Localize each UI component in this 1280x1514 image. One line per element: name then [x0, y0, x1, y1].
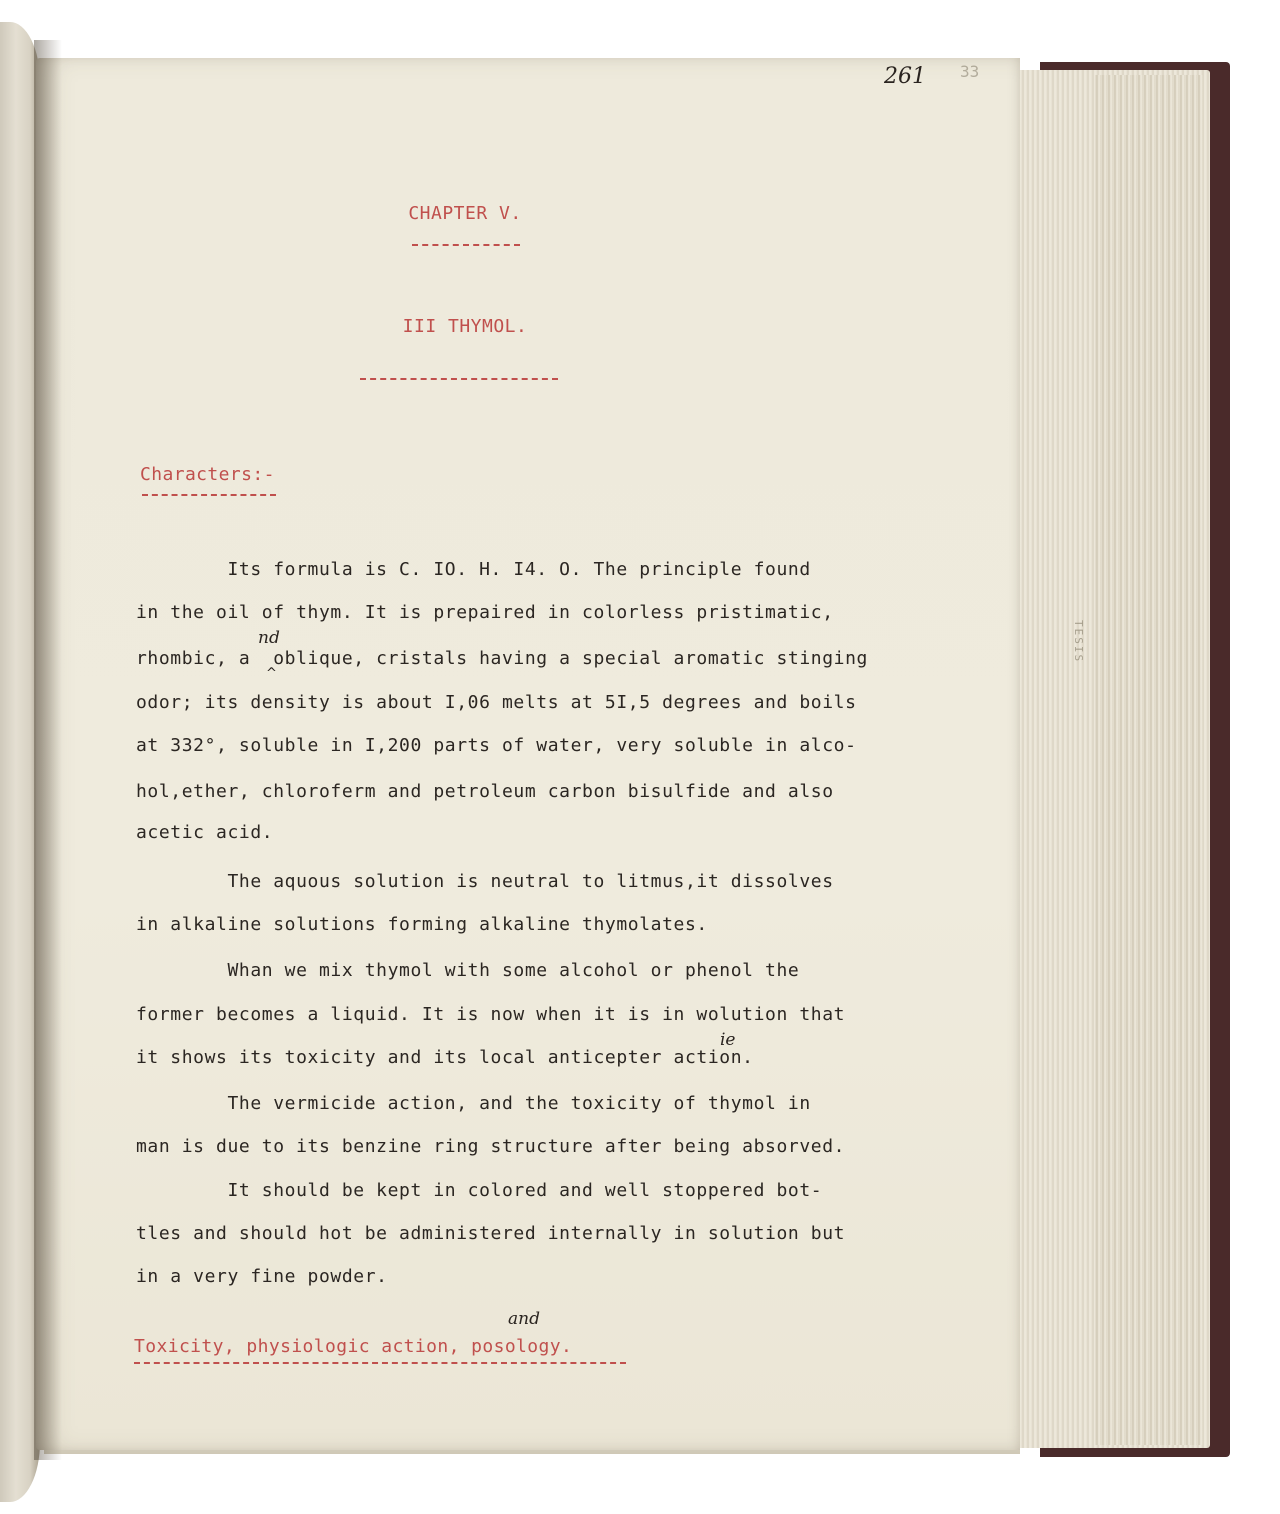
text-line: at 332°, soluble in I,200 parts of water, very soluble in alco-: [136, 735, 857, 756]
chapter-title: CHAPTER V.: [408, 203, 522, 224]
text-line: rhombic, a oblique, cristals having a special aromatic stinging: [136, 648, 868, 669]
characters-heading-underline: [142, 494, 276, 496]
page-stack-inner: [1095, 75, 1203, 1445]
text-line: in alkaline solutions forming alkaline thymolates.: [136, 914, 708, 935]
characters-heading: Characters:-: [140, 464, 275, 485]
page-edge-stamp: TESIS: [1072, 620, 1085, 664]
toxicity-heading-underline: [134, 1362, 626, 1364]
text-line: odor; its density is about I,06 melts at 5I,5 degrees and boils: [136, 692, 857, 713]
text-line: acetic acid.: [136, 822, 274, 843]
handwritten-and: and: [508, 1309, 540, 1329]
text-line: in the oil of thym. It is prepaired in colorless pristimatic,: [136, 602, 834, 623]
text-line: The aquous solution is neutral to litmus,it dissolves: [136, 871, 834, 892]
insertion-caret: ^: [266, 666, 277, 681]
handwritten-nd: nd: [258, 628, 280, 648]
gutter-shadow: [34, 40, 62, 1460]
chapter-title-underline: [412, 244, 520, 246]
text-line: in a very fine powder.: [136, 1266, 388, 1287]
chapter-subtitle: III THYMOL.: [402, 316, 528, 337]
text-line: The vermicide action, and the toxicity of thymol in: [136, 1093, 811, 1114]
chapter-subtitle-underline: [360, 378, 558, 380]
handwritten-ie: ie: [720, 1030, 736, 1050]
text-line: Whan we mix thymol with some alcohol or phenol the: [136, 960, 800, 981]
toxicity-heading: Toxicity, physiologic action, posology.: [134, 1336, 573, 1357]
text-line: Its formula is C. IO. H. I4. O. The principle found: [136, 559, 811, 580]
page-number: 261: [884, 64, 926, 89]
text-line: former becomes a liquid. It is now when it is in wolution that: [136, 1004, 846, 1025]
page-number-stamp: 33: [960, 62, 980, 81]
text-line: tles and should hot be administered internally in solution but: [136, 1223, 846, 1244]
text-line: hol,ether, chloroferm and petroleum carbon bisulfide and also: [136, 781, 834, 802]
text-line: man is due to its benzine ring structure after being absorved.: [136, 1136, 846, 1157]
text-line: it shows its toxicity and its local anticepter action.: [136, 1047, 754, 1068]
text-line: It should be kept in colored and well stoppered bot-: [136, 1180, 823, 1201]
